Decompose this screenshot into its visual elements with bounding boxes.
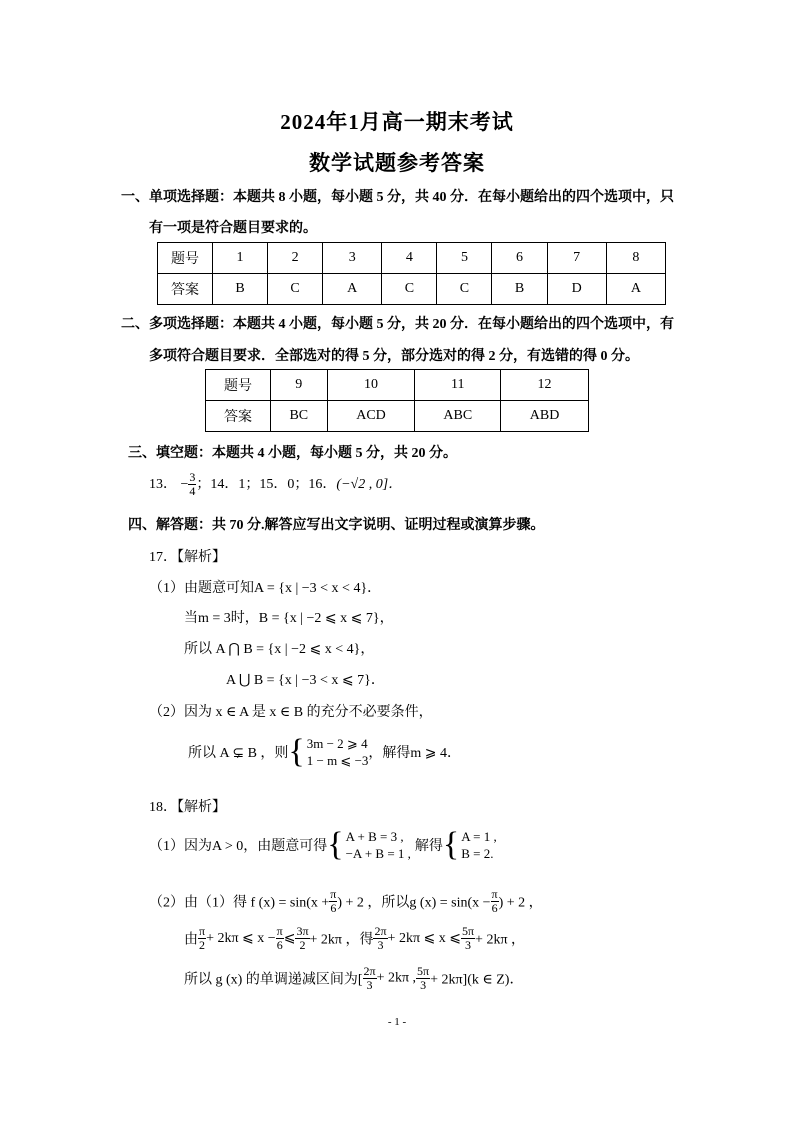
- three-pi-over-2: [295, 925, 309, 952]
- q13-numerator: 3: [189, 470, 196, 485]
- section3-heading: 三、填空题：本题共 4 小题，每小题 5 分，共 20 分。: [128, 446, 457, 461]
- q17-line6: [188, 735, 461, 769]
- numerator: π: [199, 924, 206, 938]
- q18-line4-part-b: + 2kπ ,: [376, 970, 417, 986]
- table-row-label-answer: 答案: [158, 274, 213, 305]
- system-line: B = 2.: [461, 846, 494, 861]
- other-blank-answers: ；14．1；15．0；16．: [196, 477, 337, 492]
- table-cell: 3: [323, 243, 382, 274]
- numerator: 5π: [461, 924, 475, 938]
- pi-over-6: [276, 925, 284, 952]
- table-cell: 5: [437, 243, 492, 274]
- table-cell: A: [323, 274, 382, 305]
- numerator: 5π: [417, 964, 430, 978]
- table-cell: ABD: [501, 401, 589, 432]
- system-line: A = 1 ,: [461, 829, 497, 844]
- q18-line3-part-b: + 2kπ ⩽ x −: [206, 931, 276, 946]
- table-cell: 2: [268, 243, 323, 274]
- table-cell: 8: [606, 243, 665, 274]
- section4-heading: 四、解答题：共 70 分.解答应写出文字说明、证明过程或演算步骤。: [128, 518, 545, 533]
- numerator: 2π: [374, 924, 387, 938]
- left-brace: {: [288, 733, 305, 770]
- table-cell: ABC: [415, 401, 501, 432]
- q18-line2-part-a: （2）由（1）得 f (x) = sin(x +: [149, 895, 330, 911]
- q18-line3-part-d: + 2kπ ，得: [309, 932, 374, 948]
- system-line: 3m − 2 ⩾ 4: [306, 736, 368, 751]
- table-cell: D: [547, 274, 606, 305]
- section1-heading-line2: 有一项是符合题目要求的。: [149, 221, 317, 236]
- q18-line3-part-f: + 2kπ ，: [475, 932, 526, 948]
- page-number: - 1 -: [387, 1016, 407, 1028]
- denominator: 6: [330, 901, 337, 915]
- denominator: 2: [199, 938, 206, 952]
- q17-line6-prefix: 所以 A ⊊ B ，则: [188, 746, 289, 761]
- q18-line3-part-a: 由: [184, 932, 198, 948]
- fill-blank-answers: [149, 470, 402, 500]
- q18-line2: [149, 888, 543, 915]
- q18-line3-part-e: + 2kπ ⩽ x ⩽: [387, 931, 461, 946]
- denominator: 3: [366, 978, 373, 992]
- table-cell: 1: [213, 243, 268, 274]
- q17-line2: 当m = 3时，B = {x | −2 ⩽ x ⩽ 7}，: [184, 611, 394, 626]
- page-subtitle: 数学试题参考答案: [309, 151, 485, 175]
- q18-line4: [184, 965, 523, 992]
- q18-line1-middle: 解得: [414, 839, 443, 854]
- two-pi-over-3: [373, 925, 387, 952]
- q18-line4-part-a: 所以 g (x) 的单调递减区间为[: [184, 972, 363, 988]
- q13-sign: −: [180, 477, 189, 492]
- system-line: 1 − m ⩽ −3: [306, 753, 369, 768]
- table-cell: B: [492, 274, 547, 305]
- page-title: 2024年1月高一期末考试: [280, 110, 514, 134]
- q17-line4: A ⋃ B = {x | −3 < x ⩽ 7}．: [226, 673, 385, 688]
- q17-line6-suffix: ，解得m ⩾ 4．: [368, 746, 462, 761]
- table-cell: 7: [547, 243, 606, 274]
- q17-label: 17．【解析】: [149, 550, 226, 565]
- q18-solution-system: [461, 828, 497, 862]
- table-row-label-question: 题号: [206, 370, 271, 401]
- five-pi-over-3: [416, 965, 430, 992]
- denominator: 2: [299, 938, 306, 952]
- q18-line1-prefix: （1）因为A > 0，由题意可得: [149, 839, 328, 854]
- multi-choice-answer-table: [205, 369, 589, 432]
- q18-line4-part-c: + 2kπ](k ∈ Z)．: [430, 972, 524, 988]
- table-cell: 6: [492, 243, 547, 274]
- pi-over-6: [491, 888, 499, 915]
- q17-inequality-system: [307, 735, 369, 769]
- five-pi-over-3: [461, 925, 475, 952]
- pi-over-2: [198, 925, 206, 952]
- q18-line3: [184, 925, 525, 952]
- single-choice-answer-table: [157, 242, 666, 305]
- denominator: 3: [465, 938, 472, 952]
- denominator: 3: [377, 938, 384, 952]
- section2-heading-line1: 二、多项选择题：本题共 4 小题，每小题 5 分，共 20 分．在每小题给出的四个选项中，有: [121, 317, 674, 332]
- q18-line2-part-c: ) + 2 ，: [498, 895, 543, 911]
- table-cell: A: [606, 274, 665, 305]
- q17-line3: 所以 A ⋂ B = {x | −2 ⩽ x < 4}，: [184, 642, 375, 657]
- two-pi-over-3: [363, 965, 377, 992]
- table-cell: C: [382, 274, 437, 305]
- numerator: 3π: [296, 924, 309, 938]
- q18-line3-part-c: ⩽: [283, 931, 296, 946]
- denominator: 6: [491, 901, 498, 915]
- table-cell: ACD: [327, 401, 415, 432]
- section1-heading-line1: 一、单项选择题：本题共 8 小题，每小题 5 分，共 40 分．在每小题给出的四个选项中，只: [121, 190, 674, 205]
- numerator: π: [491, 887, 498, 901]
- denominator: 6: [276, 938, 283, 952]
- left-brace: {: [327, 826, 344, 863]
- table-cell: 10: [327, 370, 415, 401]
- q18-equation-system: [346, 828, 411, 862]
- q16-answer: (−√2 , 0]．: [336, 477, 403, 492]
- system-line: A + B = 3 ,: [345, 829, 404, 844]
- q13-denominator: 4: [189, 484, 196, 499]
- q13-label: 13．: [149, 477, 177, 492]
- q17-line5: （2）因为 x ∈ A 是 x ∈ B 的充分不必要条件，: [149, 705, 433, 720]
- left-brace: {: [442, 826, 460, 863]
- q17-line1: （1）由题意可知A = {x | −3 < x < 4}．: [149, 581, 382, 596]
- denominator: 3: [420, 978, 427, 992]
- table-cell: C: [268, 274, 323, 305]
- system-line: −A + B = 1 ,: [345, 846, 411, 861]
- section2-heading-line2: 多项符合题目要求．全部选对的得 5 分，部分选对的得 2 分，有选错的得 0 分。: [149, 349, 639, 364]
- q18-line1: [149, 828, 497, 862]
- table-cell: B: [213, 274, 268, 305]
- table-row-label-question: 题号: [158, 243, 213, 274]
- table-cell: BC: [271, 401, 328, 432]
- numerator: 2π: [363, 964, 376, 978]
- table-cell: 4: [382, 243, 437, 274]
- table-cell: C: [437, 274, 492, 305]
- q18-line2-part-b: ) + 2 ，所以g (x) = sin(x −: [337, 895, 491, 911]
- table-cell: 9: [271, 370, 328, 401]
- table-cell: 12: [501, 370, 589, 401]
- numerator: π: [276, 924, 283, 938]
- numerator: π: [330, 887, 337, 901]
- q18-label: 18．【解析】: [149, 800, 226, 815]
- table-row-label-answer: 答案: [206, 401, 271, 432]
- table-cell: 11: [415, 370, 501, 401]
